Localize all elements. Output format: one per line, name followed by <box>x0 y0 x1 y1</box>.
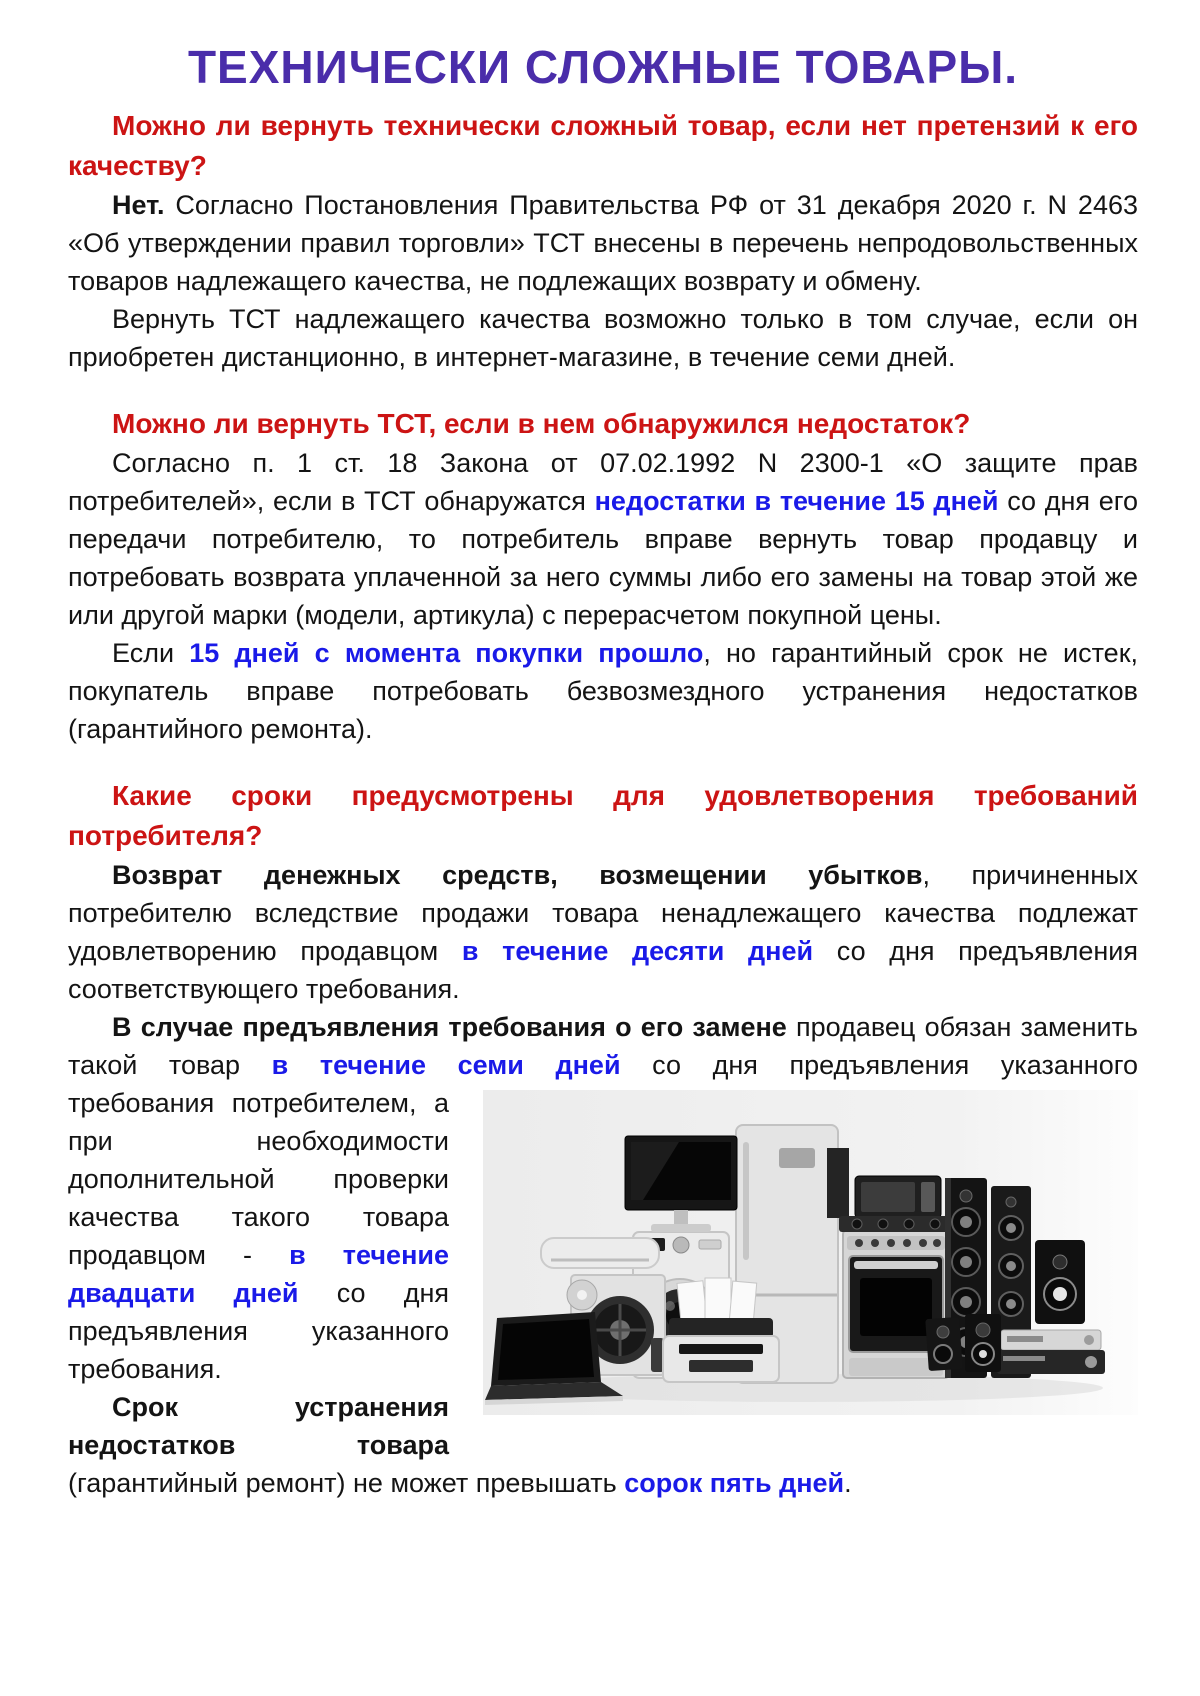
air-conditioner <box>541 1238 659 1268</box>
text-segment: продавец обязан заменить такой товар <box>68 1012 1138 1080</box>
highlight-text: недостатки в течение 15 дней <box>594 486 999 516</box>
text-segment: (гарантийный ремонт) не может превышать <box>68 1468 625 1498</box>
paragraph-after-15-days <box>68 634 1138 748</box>
bold-text: Нет. <box>112 190 165 220</box>
question-heading-return-defect: Можно ли вернуть ТСТ, если в нем обнаружился недостаток? <box>112 408 971 439</box>
text-segment: Согласно Постановления Правительства РФ от 31 декабря 2020 г. N 2463 «Об утверждении правил торговли» ТСТ внесены в перечень непродовольственных товаров надлежащего качества, не подлежащих возврату и обмену. <box>68 190 1138 296</box>
paragraph-replacement-wrap <box>68 1084 1138 1388</box>
paragraph-replacement-intro <box>68 1008 1138 1084</box>
appliances-image <box>483 1090 1138 1415</box>
text-segment: Согласно п. 1 ст. 18 Закона от 07.02.1992 N 2300-1 «О защите прав потребителей», если в ТСТ обнаружатся <box>68 448 1138 516</box>
bold-text: Срок устранения недостатков товара <box>68 1392 449 1460</box>
highlight-text: 15 дней с момента покупки прошло <box>189 638 704 668</box>
highlight-text: в течение десяти дней <box>461 936 814 966</box>
text-segment: , причиненных потребителю вследствие продажи товара ненадлежащего качества подлежат удовлетворению продавцом <box>68 860 1139 966</box>
text-segment: со дня предъявления соответствующего требования. <box>68 936 1138 1004</box>
text-segment: со дня предъявления указанного <box>620 1050 1139 1080</box>
highlight-text: в течение двадцати дней <box>68 1240 449 1308</box>
bold-text: В случае предъявления требования о его замене <box>112 1012 787 1042</box>
text-segment: требования потребителем, а при необходимости дополнительной проверки качества такого товара продавцом - <box>68 1088 449 1270</box>
text-segment: . <box>844 1468 852 1498</box>
bold-text: Возврат денежных средств, возмещении убытков <box>112 860 923 890</box>
paragraph-no-return <box>68 186 1138 300</box>
stereo-receivers <box>997 1330 1105 1374</box>
document-title: ТЕХНИЧЕСКИ СЛОЖНЫЕ ТОВАРЫ. <box>187 41 1019 93</box>
text-segment: Если <box>112 638 190 668</box>
paragraph-refund-10-days <box>68 856 1138 1008</box>
question-heading-return-quality: Можно ли вернуть технически сложный товар, если нет претензий к его качеству? <box>68 110 1138 181</box>
text-segment: со дня предъявления указанного требования. <box>68 1278 449 1384</box>
highlight-text: в течение семи дней <box>271 1050 621 1080</box>
question-heading-terms: Какие сроки предусмотрены для удовлетворения требований потребителя? <box>68 780 1138 851</box>
text-segment: , но гарантийный срок не истек, покупатель вправе потребовать безвозмездного устранения недостатков (гарантийного ремонта). <box>68 638 1139 744</box>
paragraph-law-15-days <box>68 444 1138 634</box>
text-segment: со дня его передачи потребителю, то потребитель вправе вернуть товар продавцу и потребовать возврата уплаченной за него суммы либо его замены на товар этой же или другой марки (модели, артикула) с перерасчетом покупной цены. <box>68 486 1138 630</box>
paragraph-distance-purchase: Вернуть ТСТ надлежащего качества возможно только в том случае, если он приобретен дистанционно, в интернет-магазине, в течение семи дней. <box>68 304 1138 372</box>
highlight-text: сорок пять дней <box>624 1468 845 1498</box>
bookshelf-speaker <box>1035 1240 1085 1324</box>
